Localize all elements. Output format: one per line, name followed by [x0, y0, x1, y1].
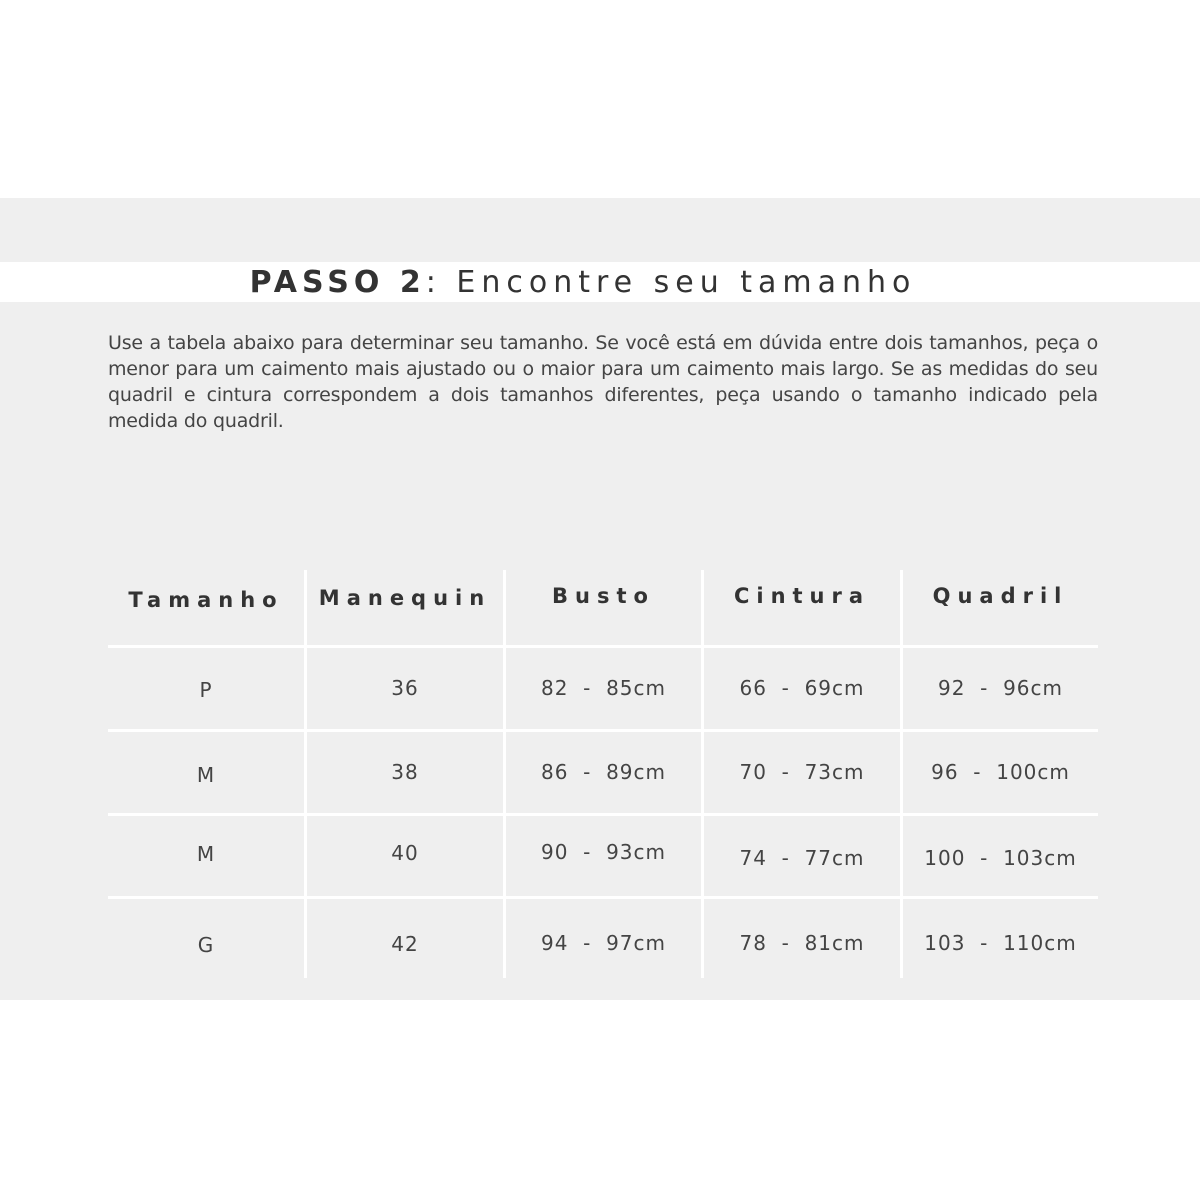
- cell-quadril: 92 - 96cm: [937, 676, 1064, 700]
- header-tamanho: Tamanho: [128, 588, 284, 612]
- cell-cintura: 78 - 81cm: [739, 931, 865, 955]
- cell-manequin: 38: [391, 760, 419, 784]
- title-rest: Encontre seu tamanho: [456, 265, 917, 300]
- header-manequin: Manequin: [318, 586, 492, 610]
- cell-quadril: 100 - 103cm: [924, 846, 1077, 870]
- intro-paragraph: Use a tabela abaixo para determinar seu tamanho. Se você está em dúvida entre dois tamanhos, peça o menor para um caimento mais ajustado ou o maior para um caimento mais largo. Se as medidas do seu quadril e cintura correspondem a dois tamanhos diferentes, peça usando o tamanho indicado pela medida do quadril.: [108, 332, 1098, 432]
- page-title: [0, 262, 1166, 302]
- cell-quadril: 96 - 100cm: [931, 760, 1070, 784]
- header-busto: Busto: [552, 584, 655, 608]
- cell-quadril: 103 - 110cm: [924, 931, 1077, 955]
- cell-cintura: 70 - 73cm: [739, 760, 865, 784]
- size-table: [108, 570, 1098, 978]
- cell-size: M: [196, 842, 216, 866]
- row-divider: [108, 729, 1098, 732]
- header-quadril: Quadril: [932, 584, 1069, 608]
- cell-cintura: 66 - 69cm: [739, 676, 865, 700]
- row-divider: [108, 813, 1098, 816]
- cell-busto: 82 - 85cm: [540, 676, 667, 700]
- cell-manequin: 42: [391, 932, 419, 956]
- cell-busto: 86 - 89cm: [540, 760, 667, 784]
- cell-manequin: 36: [391, 676, 419, 700]
- cell-cintura: 74 - 77cm: [739, 846, 865, 870]
- cell-manequin: 40: [391, 841, 419, 865]
- row-divider: [108, 896, 1098, 899]
- title-prefix: PASSO 2: [249, 265, 426, 300]
- cell-size: G: [197, 933, 215, 957]
- cell-size: M: [196, 763, 216, 787]
- header-cintura: Cintura: [733, 584, 871, 608]
- cell-busto: 90 - 93cm: [540, 840, 667, 864]
- cell-size: P: [199, 678, 213, 702]
- cell-busto: 94 - 97cm: [540, 931, 667, 955]
- row-divider: [108, 645, 1098, 648]
- title-separator: :: [425, 265, 442, 300]
